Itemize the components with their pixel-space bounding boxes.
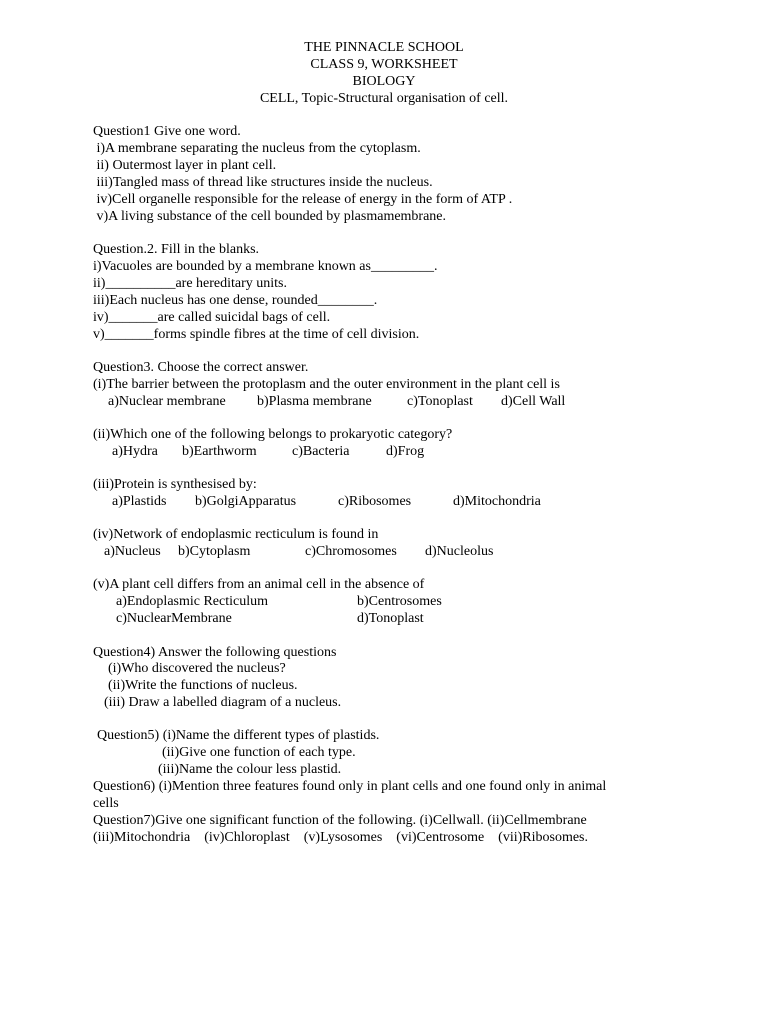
class-title: CLASS 9, WORKSHEET [310,57,458,72]
q2-item: i)Vacuoles are bounded by a membrane known as_________. [93,259,438,274]
q3-option: a)Endoplasmic Recticulum [116,594,269,609]
q3-question: (i)The barrier between the protoplasm and the outer environment in the plant cell is [93,377,560,392]
q3-question: (ii)Which one of the following belongs to prokaryotic category? [93,427,453,442]
q3-option: c)Chromosomes [305,544,397,559]
q3-option: c)NuclearMembrane [116,611,232,626]
q1-item: ii) Outermost layer in plant cell. [93,158,277,173]
q3-option: b)Earthworm [182,444,257,459]
q3-option: d)Cell Wall [501,394,566,409]
q3-option: d)Tonoplast [357,611,424,626]
q2-item: iii)Each nucleus has one dense, rounded________. [93,293,378,308]
topic-title: CELL, Topic-Structural organisation of cell. [259,91,509,106]
q3-option: b)GolgiApparatus [195,494,297,509]
q2-item: iv)_______are called suicidal bags of cell. [93,310,331,325]
q4-item: (iii) Draw a labelled diagram of a nucleus. [104,695,342,710]
q3-option: b)Centrosomes [357,594,442,609]
q3-option: a)Plastids [112,494,167,509]
q1-title: Question1 Give one word. [93,124,241,139]
q4-item: (i)Who discovered the nucleus? [108,661,286,676]
q3-option: c)Bacteria [292,444,350,459]
q5-title: Question5) (i)Name the different types of plastids. [97,728,380,743]
q7-line: (iii)Mitochondria (iv)Chloroplast (v)Lysosomes (vi)Centrosome (vii)Ribosomes. [93,830,588,845]
q5-item: (ii)Give one function of each type. [162,745,356,760]
q2-item: ii)__________are hereditary units. [93,276,288,291]
q6-line: cells [93,796,119,811]
q1-item: iii)Tangled mass of thread like structures inside the nucleus. [93,175,433,190]
q4-title: Question4) Answer the following questions [93,645,337,660]
q3-question: (iv)Network of endoplasmic recticulum is found in [93,527,379,542]
q4-item: (ii)Write the functions of nucleus. [108,678,298,693]
q3-question: (iii)Protein is synthesised by: [93,477,257,492]
q3-title: Question3. Choose the correct answer. [93,360,309,375]
q3-option: a)Nuclear membrane [108,394,226,409]
q1-item: i)A membrane separating the nucleus from the cytoplasm. [93,141,421,156]
school-name: THE PINNACLE SCHOOL [304,40,464,55]
q3-option: d)Mitochondria [453,494,541,509]
q3-option: b)Cytoplasm [178,544,251,559]
q3-option: c)Tonoplast [407,394,473,409]
q3-option: c)Ribosomes [338,494,412,509]
q2-item: v)_______forms spindle fibres at the time of cell division. [93,327,420,342]
q3-option: d)Nucleolus [425,544,494,559]
q2-title: Question.2. Fill in the blanks. [93,242,260,257]
q1-item: v)A living substance of the cell bounded by plasmamembrane. [93,209,447,224]
q1-item: iv)Cell organelle responsible for the release of energy in the form of ATP . [93,192,513,207]
q3-option: a)Nucleus [104,544,161,559]
q5-item: (iii)Name the colour less plastid. [158,762,342,777]
q6-line: Question6) (i)Mention three features found only in plant cells and one found only in animal [93,779,607,794]
q7-line: Question7)Give one significant function of the following. (i)Cellwall. (ii)Cellmembrane [93,813,587,828]
q3-option: a)Hydra [112,444,158,459]
q3-question: (v)A plant cell differs from an animal cell in the absence of [93,577,425,592]
q3-option: d)Frog [386,444,425,459]
q3-option: b)Plasma membrane [257,394,372,409]
subject-title: BIOLOGY [352,74,416,89]
